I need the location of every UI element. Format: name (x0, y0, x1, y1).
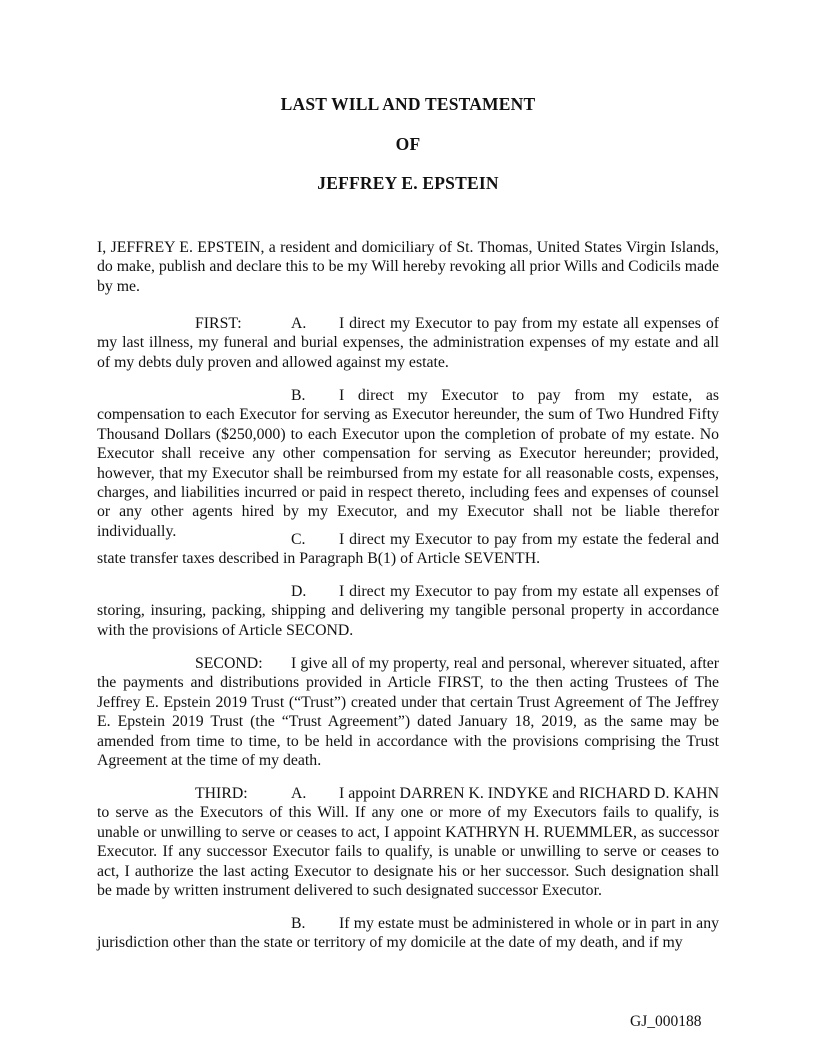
article-first-label: FIRST: (195, 315, 242, 332)
intro-paragraph: I, JEFFREY E. EPSTEIN, a resident and domiciliary of St. Thomas, United States Virgin Islands, do make, publish and declare this to be my Will hereby revoking all prior Wills and Codicils made by me. (97, 239, 719, 295)
clause-letter-c: C. (291, 531, 306, 548)
clause-text: I direct my Executor to pay from my estate, as compensation to each Executor for serving as Executor hereunder, the sum of Two Hundred Fifty Thousand Dollars ($250,000) to each Executor upon the completion of probate of my estate. No Executor shall receive any other compensation for serving as Executor hereunder; provided, however, that my Executor shall be reimbursed from my estate for all reasonable costs, expenses, charges, and liabilities incurred or paid in respect thereto, including fees and expenses of counsel or any other agents hired by my Executor, and my Executor shall not be liable therefor individually. (97, 387, 719, 540)
clause-text: I direct my Executor to pay from my estate the federal and state transfer taxes described in Paragraph B(1) of Article SEVENTH. (97, 531, 719, 568)
clause-text: If my estate must be administered in whole or in part in any jurisdiction other than the state or territory of my domicile at the date of my death, and if my (97, 915, 719, 952)
article-third-a (97, 784, 719, 900)
clause-letter-b: B. (291, 915, 306, 932)
article-third-label: THIRD: (195, 785, 248, 802)
clause-text: I direct my Executor to pay from my estate all expenses of my last illness, my funeral and burial expenses, the administration expenses of my estate and all of my debts duly proven and allowed against my estate. (97, 315, 719, 371)
article-first-b (97, 386, 719, 541)
clause-letter-b: B. (291, 387, 306, 404)
article-second-label: SECOND: (195, 655, 263, 672)
clause-letter-a: A. (291, 785, 307, 802)
bates-number: GJ_000188 (630, 1013, 702, 1030)
article-first-d (97, 582, 719, 640)
article-first-c (97, 530, 719, 569)
testator-name-heading: JEFFREY E. EPSTEIN (317, 173, 499, 193)
clause-text: I direct my Executor to pay from my estate all expenses of storing, insuring, packing, shipping and delivering my tangible personal property in accordance with the provisions of Article SECOND. (97, 583, 719, 639)
clause-text: I give all of my property, real and personal, wherever situated, after the payments and distributions provided in Article FIRST, to the then acting Trustees of The Jeffrey E. Epstein 2019 Trust (“Trust”) created under that certain Trust Agreement of The Jeffrey E. Epstein 2019 Trust (the “Trust Agreement”) dated January 18, 2019, as the same may be amended from time to time, to be held in accordance with the provisions comprising the Trust Agreement at the time of my death. (97, 655, 719, 770)
article-first-a (97, 314, 719, 372)
document-title-of: OF (395, 134, 421, 154)
clause-text: I appoint DARREN K. INDYKE and RICHARD D. KAHN to serve as the Executors of this Will. If any one or more of my Executors fails to qualify, is unable or unwilling to serve or ceases to act, I appoint KATHRYN H. RUEMMLER, as successor Executor. If any successor Executor fails to qualify, is unable or unwilling to serve or ceases to act, I authorize the last acting Executor to designate his or her successor. Such designation shall be made by written instrument delivered to such designated successor Executor. (97, 785, 719, 900)
clause-letter-d: D. (291, 583, 307, 600)
document-title: LAST WILL AND TESTAMENT (280, 94, 536, 114)
clause-letter-a: A. (291, 315, 307, 332)
article-second (97, 654, 719, 770)
article-third-b (97, 914, 719, 953)
